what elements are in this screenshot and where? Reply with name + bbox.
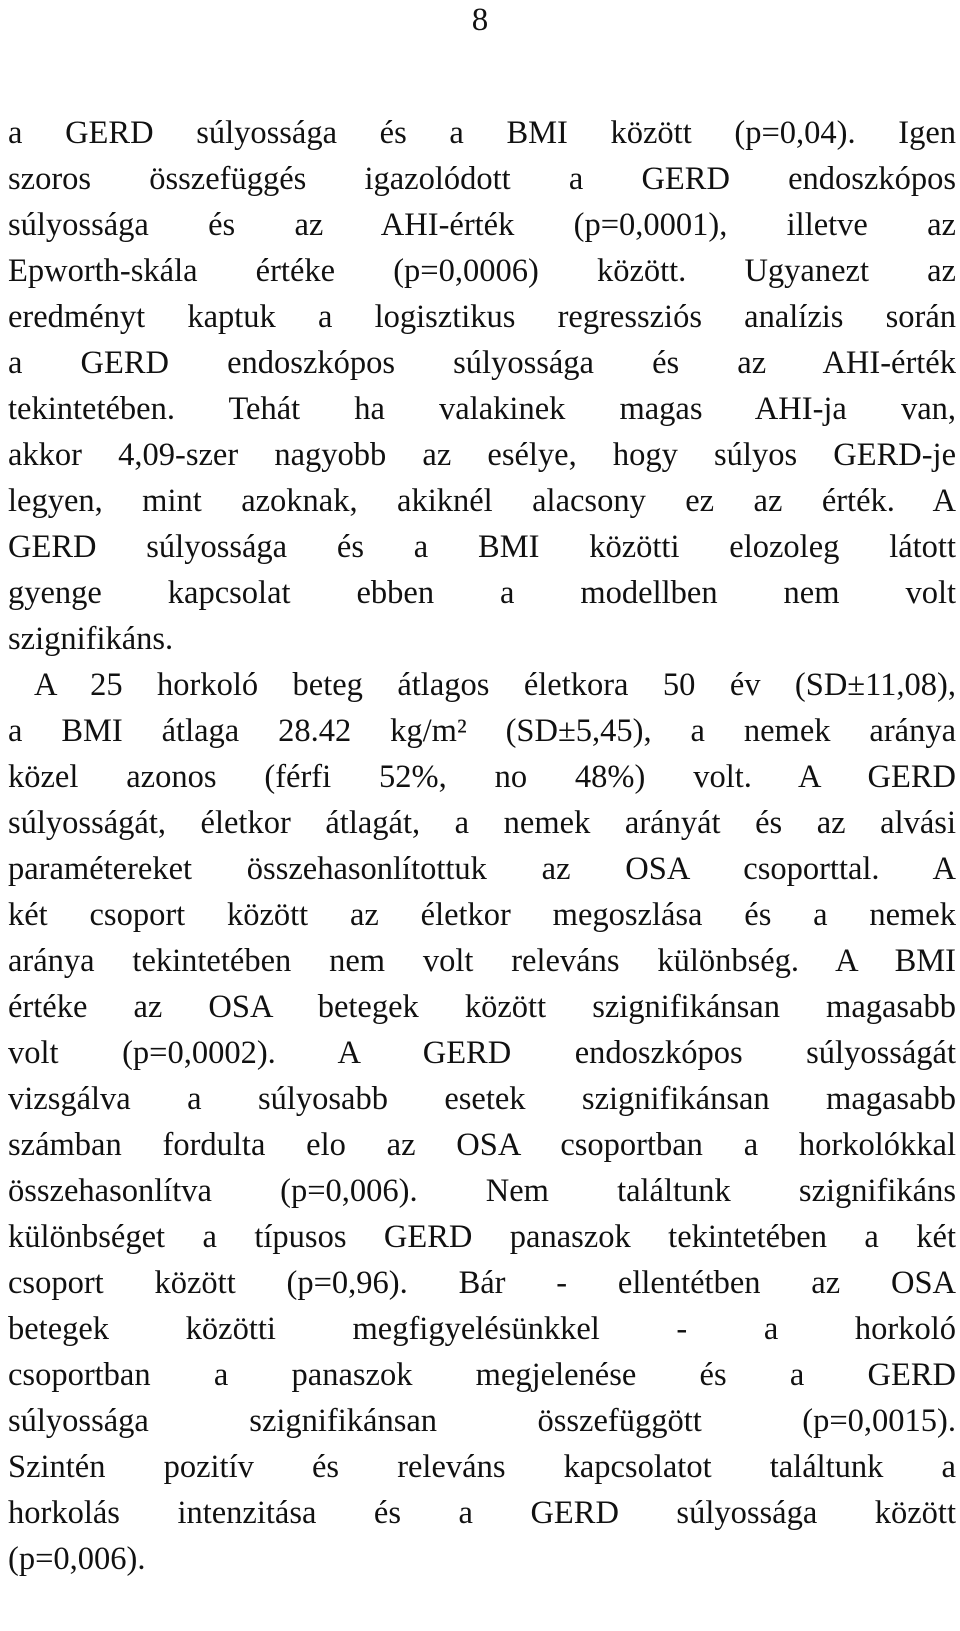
text-line: súlyosságát, életkor átlagát, a nemek arányát és az alvási (8, 805, 956, 841)
page-number: 8 (471, 2, 489, 38)
text-line: szignifikáns. (8, 621, 174, 657)
text-line: összehasonlítva (p=0,006). Nem találtunk szignifikáns (8, 1173, 956, 1209)
text-line: közel azonos (férfi 52%, no 48%) volt. A GERD (8, 759, 956, 795)
text-line: (p=0,006). (8, 1541, 146, 1577)
text-line: akkor 4,09-szer nagyobb az esélye, hogy súlyos GERD-je (8, 437, 956, 473)
text-line: aránya tekintetében nem volt releváns különbség. A BMI (8, 943, 956, 979)
text-line: tekintetében. Tehát ha valakinek magas AHI-ja van, (8, 391, 956, 427)
text-line: a GERD súlyossága és a BMI között (p=0,04). Igen (8, 115, 956, 151)
text-line: súlyossága és az AHI-érték (p=0,0001), illetve az (8, 207, 956, 243)
text-line: csoportban a panaszok megjelenése és a GERD (8, 1357, 956, 1393)
text-line: Szintén pozitív és releváns kapcsolatot találtunk a (8, 1449, 956, 1485)
text-line: két csoport között az életkor megoszlása és a nemek (8, 897, 956, 933)
text-line: csoport között (p=0,96). Bár - ellentétben az OSA (8, 1265, 956, 1301)
text-line: számban fordulta elo az OSA csoportban a horkolókkal (8, 1127, 956, 1163)
text-line: volt (p=0,0002). A GERD endoszkópos súlyosságát (8, 1035, 956, 1071)
text-line: gyenge kapcsolat ebben a modellben nem volt (8, 575, 956, 611)
text-line: legyen, mint azoknak, akiknél alacsony ez az érték. A (8, 483, 956, 519)
text-line: betegek közötti megfigyelésünkkel - a horkoló (8, 1311, 956, 1347)
body-text (8, 110, 956, 1582)
text-line: Epworth-skála értéke (p=0,0006) között. Ugyanezt az (8, 253, 956, 289)
text-line: A 25 horkoló beteg átlagos életkora 50 év (SD±11,08), (34, 667, 956, 703)
text-line: súlyossága szignifikánsan összefüggött (p=0,0015). (8, 1403, 956, 1439)
text-line: vizsgálva a súlyosabb esetek szignifikánsan magasabb (8, 1081, 956, 1117)
text-line: a BMI átlaga 28.42 kg/m² (SD±5,45), a nemek aránya (8, 713, 956, 749)
text-line: különbséget a típusos GERD panaszok tekintetében a két (8, 1219, 956, 1255)
text-line: paramétereket összehasonlítottuk az OSA csoporttal. A (8, 851, 956, 887)
text-line: szoros összefüggés igazolódott a GERD endoszkópos (8, 161, 956, 197)
text-line: eredményt kaptuk a logisztikus regressziós analízis során (8, 299, 956, 335)
text-line: a GERD endoszkópos súlyossága és az AHI-érték (8, 345, 956, 381)
text-line: horkolás intenzitása és a GERD súlyossága között (8, 1495, 956, 1531)
text-line: értéke az OSA betegek között szignifikánsan magasabb (8, 989, 956, 1025)
text-line: GERD súlyossága és a BMI közötti elozoleg látott (8, 529, 956, 565)
